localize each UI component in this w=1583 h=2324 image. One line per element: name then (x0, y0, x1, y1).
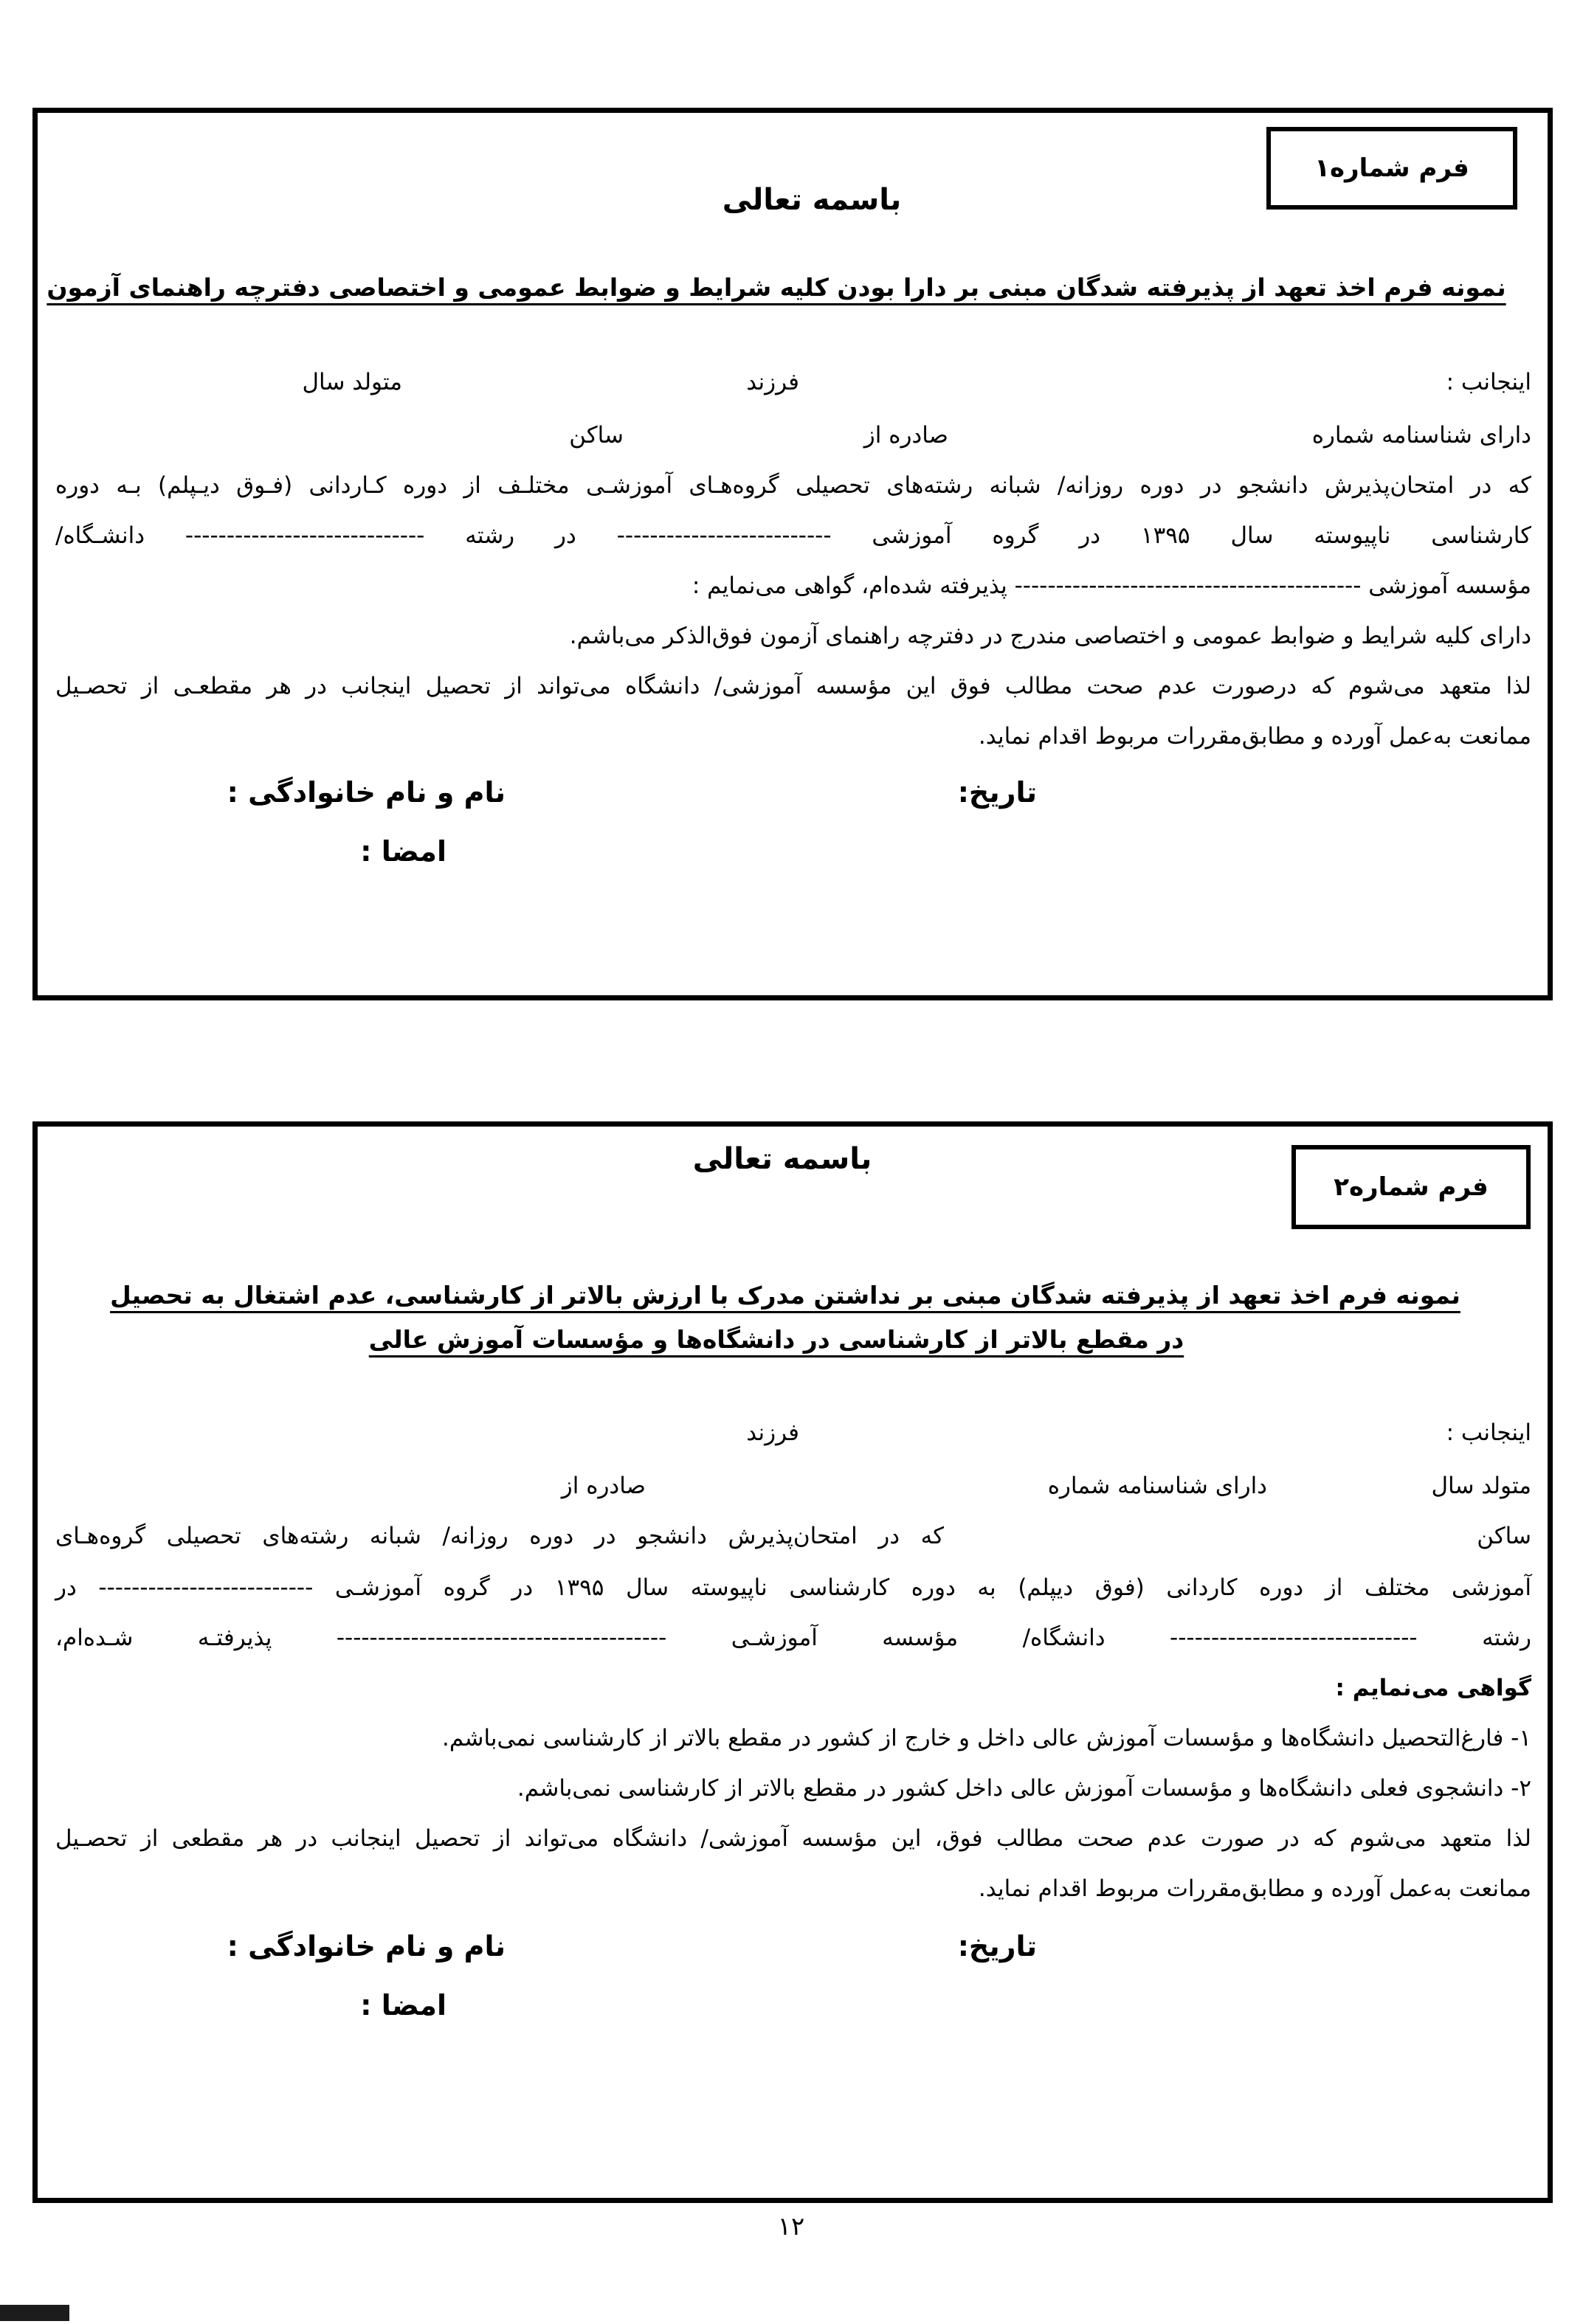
form-2-title: باسمه تعالی (692, 1142, 872, 1176)
watermark-strip (0, 2305, 69, 2321)
form-2-body-line-3: رشته ------------------------------ دانشگاه/ مؤسسه آموزشـی ---------------------------------------- پذیرفتـه شـده‌ام، (55, 1625, 1531, 1651)
form-1-resident-label: ساکن (569, 422, 624, 449)
form-2-heading-line-1: نمونه فرم اخذ تعهد از پذیرفته شدگان مبنی بر نداشتن مدرک با ارزش بالاتر از کارشناسی، عدم اشتغال به تحصیل (110, 1281, 1460, 1310)
form-1-issued-from-label: صادره از (863, 422, 948, 449)
form-1-date-label: تاریخ: (957, 776, 1037, 809)
form-1-name-label: نام و نام خانوادگی : (227, 776, 506, 809)
form-1-number: فرم شماره۱ (1314, 153, 1469, 183)
form-2-body-line-8: ممانعت به‌عمل آورده و مطابق‌مقررات مربوط اقدام نماید. (978, 1875, 1531, 1902)
form-2-number-box (1291, 1145, 1531, 1229)
form-2-body-line-1: که در امتحان‌پذیرش دانشجو در دوره روزانه/ شبانه رشته‌های تحصیلی گروه‌هـای (55, 1523, 944, 1549)
form-1-body-line-1: که در امتحان‌پذیرش دانشجو در دوره روزانه/ شبانه رشته‌های تحصیلی گروه‌هـای آموزشـی مختلـف از دوره کـاردانی (فـوق دیـپلم) بـه دوره (55, 472, 1531, 499)
form-2-clause-2: ۲- دانشجوی فعلی دانشگاه‌ها و مؤسسات آموزش عالی داخل کشور در مقطع بالاتر از کارشناسی نمی‌باشم. (517, 1775, 1531, 1802)
form-2-clause-1: ۱- فارغ‌التحصیل دانشگاه‌ها و مؤسسات آموزش عالی داخل و خارج از کشور در مقطع بالاتر از کارشناسی نمی‌باشم. (442, 1725, 1531, 1751)
form-1-body-line-5: لذا متعهد می‌شوم که درصورت عدم صحت مطالب فوق این مؤسسه آموزشی/ دانشگاه می‌تواند از تحصیل اینجانب در هر مقطعـی از تحصـیل (55, 673, 1531, 699)
form-1-box (32, 108, 1553, 1000)
form-2-name-label: نام و نام خانوادگی : (227, 1930, 506, 1962)
form-2-issued-from-label: صادره از (561, 1473, 646, 1499)
form-2-heading-line-2: در مقطع بالاتر از کارشناسی در دانشگاه‌ها و مؤسسات آموزش عالی (368, 1325, 1184, 1354)
form-1-body-line-3: مؤسسه آموزشی ------------------------------------------ پذیرفته شده‌ام، گواهی می‌نمایم : (692, 573, 1531, 599)
form-2-signature-label: امضا : (360, 1989, 446, 2022)
form-1-body-line-4: دارای کلیه شرایط و ضوابط عمومی و اختصاصی مندرج در دفترچه راهنمای آزمون فوق‌الذکر می‌باشم. (569, 623, 1531, 649)
page-number: ۱۲ (777, 2212, 805, 2241)
form-2-body-line-4: گواهی می‌نمایم : (1335, 1675, 1531, 1701)
form-2-date-label: تاریخ: (957, 1930, 1037, 1962)
form-1-child-of-label: فرزند (746, 369, 799, 395)
form-2-id-number-label: دارای شناسنامه شماره (1047, 1473, 1267, 1499)
form-2-applicant-label: اینجانب : (1446, 1419, 1531, 1446)
form-2-body-line-2: آموزشی مختلف از دوره کاردانی (فوق دیپلم) به دوره کارشناسی ناپیوسته سال ۱۳۹۵ در گروه آموزشـی -------------------------- در (55, 1574, 1531, 1601)
form-1-applicant-label: اینجانب : (1446, 369, 1531, 395)
form-1-title: باسمه تعالی (722, 183, 902, 217)
form-1-signature-label: امضا : (360, 835, 446, 868)
form-2-resident-label: ساکن (1477, 1523, 1531, 1549)
form-1-number-box (1266, 127, 1517, 210)
form-1-body-line-2: کارشناسی ناپیوسته سال ۱۳۹۵ در گروه آموزشی -------------------------- در رشته ----------------------------- دانشـگاه/ (55, 522, 1531, 549)
form-1-heading: نمونه فرم اخذ تعهد از پذیرفته شدگان مبنی بر دارا بودن کلیه شرایط و ضوابط عمومی و اختصاصی دفترچه راهنمای آزمون (46, 273, 1506, 302)
form-1-id-number-label: دارای شناسنامه شماره (1311, 422, 1531, 449)
form-2-body-line-7: لذا متعهد می‌شوم که در صورت عدم صحت مطالب فوق، این مؤسسه آموزشی/ دانشگاه می‌تواند از تحصیل اینجانب در هر مقطعی از تحصـیل (55, 1825, 1531, 1852)
form-2-birth-year-label: متولد سال (1431, 1473, 1531, 1499)
form-1-body-line-6: ممانعت به‌عمل آورده و مطابق‌مقررات مربوط اقدام نماید. (978, 723, 1531, 750)
form-2-number: فرم شماره۲ (1334, 1172, 1489, 1202)
form-1-birth-year-label: متولد سال (302, 369, 402, 395)
form-2-child-of-label: فرزند (746, 1419, 799, 1446)
